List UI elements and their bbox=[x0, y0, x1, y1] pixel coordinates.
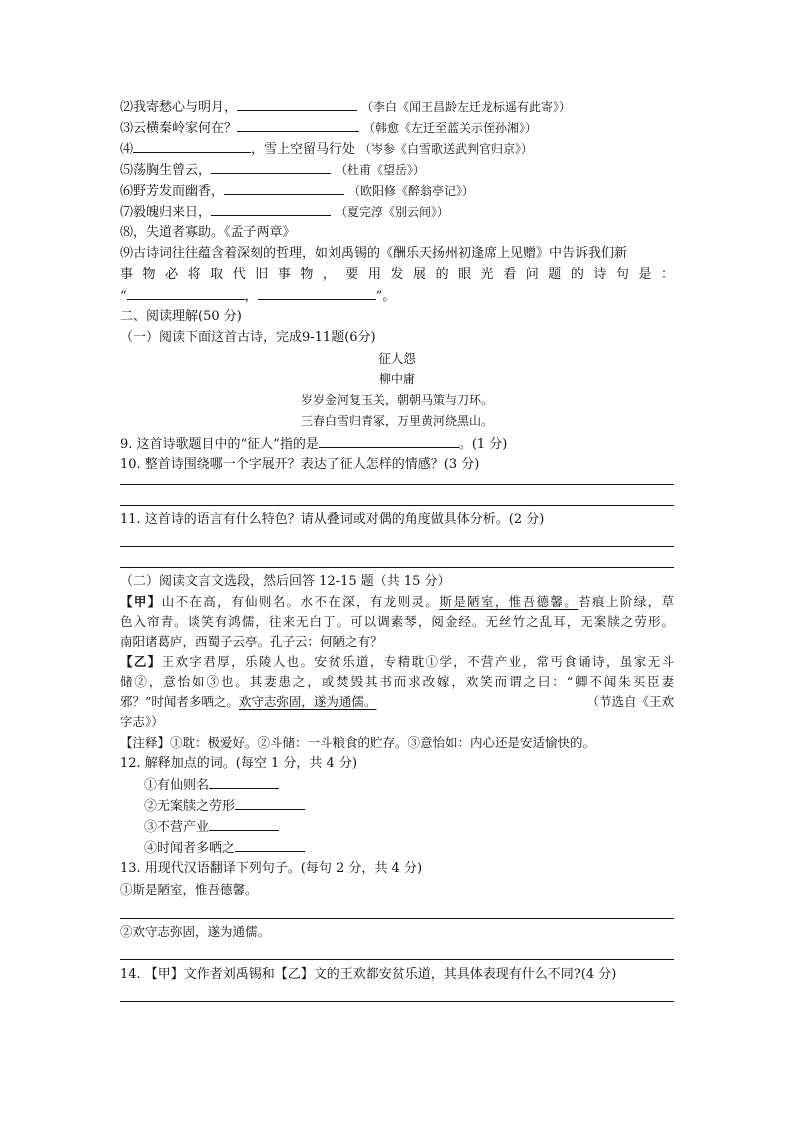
q13-sentence: ②欢守志弥固，遂为通儒。 bbox=[120, 924, 271, 939]
answer-line[interactable] bbox=[120, 567, 674, 568]
answer-line[interactable] bbox=[120, 959, 674, 960]
answer-blank[interactable] bbox=[235, 837, 305, 852]
q12-item: ④时闻者多哂之 bbox=[120, 837, 674, 858]
exam-page bbox=[120, 96, 674, 1002]
q12-item: ①有仙则名 bbox=[120, 774, 674, 795]
fill-q9-line1: ⑼古诗词往往蕴含着深刻的哲理，如刘禹锡的《酬乐天扬州初逢席上见赠》中告诉我们新 bbox=[120, 246, 628, 261]
answer-blank[interactable] bbox=[237, 117, 359, 132]
fill-q9-line2: 事物必将取代旧事物，要用发展的眼光看问题的诗句是： bbox=[120, 267, 674, 282]
answer-blank[interactable] bbox=[211, 201, 331, 216]
question-12: 12. 解释加点的词。(每空 1 分，共 4 分) bbox=[120, 756, 358, 771]
fill-q2: ⑵我寄愁心与明月， （李白《闻王昌龄左迁龙标遥有此寄》） bbox=[120, 96, 674, 117]
question-13: 13. 用现代汉语翻译下列句子。(每句 2 分，共 4 分) bbox=[120, 861, 423, 876]
q13-sentence: ①斯是陋室，惟吾德馨。 bbox=[120, 882, 258, 897]
answer-blank[interactable] bbox=[258, 285, 376, 300]
question-11: 11. 这首诗的语言有什么特色？请从叠词或对偶的角度做具体分析。(2 分) bbox=[120, 512, 545, 527]
q12-item: ③不营产业 bbox=[120, 816, 674, 837]
fill-q3: ⑶云横秦岭家何在？ （韩愈《左迁至蓝关示侄孙湘》） bbox=[120, 117, 674, 138]
part1-title: （一）阅读下面这首古诗，完成9-11题(6分) bbox=[120, 330, 376, 345]
answer-blank[interactable] bbox=[209, 816, 279, 831]
fill-q8: ⑻，失道者寡助。《孟子两章》 bbox=[120, 225, 296, 240]
q12-item: ②无案牍之劳形 bbox=[120, 795, 674, 816]
answer-blank[interactable] bbox=[235, 795, 305, 810]
answer-line[interactable] bbox=[120, 505, 674, 506]
fill-q6: ⑹野芳发而幽香， （欧阳修《醉翁亭记》） bbox=[120, 180, 674, 201]
answer-line[interactable] bbox=[120, 918, 674, 919]
poem-author: 柳中庸 bbox=[378, 372, 415, 386]
question-10: 10. 整首诗围绕哪一个字展开？表达了征人怎样的情感？(3 分) bbox=[120, 457, 480, 472]
part2-title: （二）阅读文言文选段，然后回答 12-15 题（共 15 分） bbox=[120, 574, 451, 589]
fill-q4: ⑷ ，雪上空留马行处 （岑参《白雪歌送武判官归京》） bbox=[120, 138, 674, 159]
answer-blank[interactable] bbox=[133, 138, 251, 153]
answer-line[interactable] bbox=[120, 1001, 674, 1002]
question-9: 9. 这首诗歌题目中的“征人”指的是 。(1 分) bbox=[120, 433, 674, 454]
fill-q5: ⑸荡胸生曾云， （杜甫《望岳》） bbox=[120, 159, 674, 180]
answer-blank[interactable] bbox=[211, 159, 331, 174]
passage-jia: 【甲】山不在高，有仙则名。水不在深，有龙则灵。斯是陋室，惟吾德馨。苔痕上阶绿，草 色入帘青。谈笑有鸿儒，往来无白丁。可以调素琴，阅金经。无丝竹之乱耳，无案牍之劳形。 南阳诸葛庐，西蜀子云亭。孔子云：何陋之有？ bbox=[120, 594, 674, 649]
question-14: 14. 【甲】文作者刘禹锡和【乙】文的王欢都安贫乐道，其具体表现有什么不同?(4 分) bbox=[120, 967, 617, 982]
answer-blank[interactable] bbox=[224, 180, 344, 195]
answer-blank[interactable] bbox=[237, 96, 357, 111]
answer-blank[interactable] bbox=[209, 774, 279, 789]
notes: 【注释】①耽：极爱好。②斗储：一斗粮食的贮存。③意怡如：内心还是安适愉快的。 bbox=[120, 735, 596, 750]
fill-q9-line3: “ ， ”。 bbox=[120, 285, 674, 306]
poem-title: 征人怨 bbox=[378, 351, 416, 366]
passage-yi: 【乙】王欢字君厚，乐陵人也。安贫乐道，专精耽①学，不营产业，常丐食诵诗，虽家无斗 储②，意怡如③也。其妻患之，或焚毁其书而求改嫁，欢笑而谓之曰：“卿不闻朱买臣妻 邪？”时闻者多哂之。欢守志弥固，遂为通儒。 （节选自《王欢 字志》） bbox=[120, 654, 674, 729]
answer-blank[interactable] bbox=[319, 433, 459, 448]
poem-line: 岁岁金河复玉关，朝朝马策与刀环。 bbox=[300, 393, 493, 407]
poem-line: 三春白雪归青冢，万里黄河绕黑山。 bbox=[300, 414, 493, 428]
section-title: 二、阅读理解(50 分) bbox=[120, 309, 242, 324]
fill-q7: ⑺毅魄归来日， （夏完淳《别云间》） bbox=[120, 201, 674, 222]
answer-blank[interactable] bbox=[127, 285, 245, 300]
